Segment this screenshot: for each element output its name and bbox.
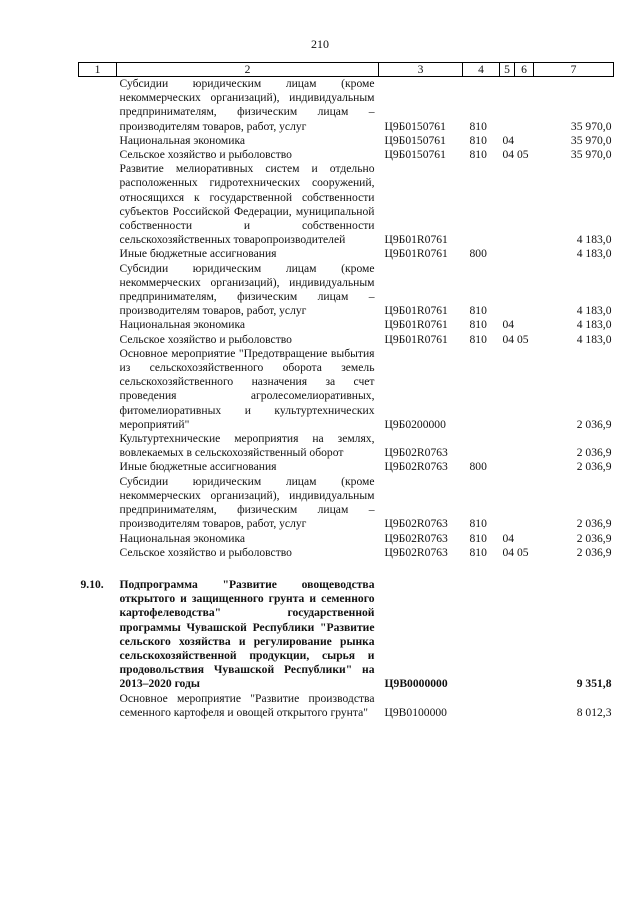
row-value: 4 183,0: [576, 233, 612, 247]
row-group: 810: [469, 148, 487, 162]
table-row: [79, 333, 614, 347]
row-number: [79, 475, 117, 532]
row-section: [500, 460, 534, 474]
row-number: [79, 333, 117, 347]
table-row: [79, 162, 614, 247]
row-value: 4 183,0: [576, 247, 612, 261]
row-section: [500, 347, 534, 432]
row-group: 810: [469, 545, 487, 559]
row-number: [79, 318, 117, 332]
table-row: [79, 578, 614, 692]
row-number: [79, 546, 117, 560]
row-value: 9 351,8: [576, 677, 612, 691]
row-code: Ц9Б02R0763: [384, 517, 448, 531]
row-group: 810: [469, 133, 487, 147]
spacer-row: [79, 560, 614, 578]
row-section: [500, 578, 534, 692]
col-header-7: 7: [534, 63, 614, 77]
row-section: 04: [502, 531, 515, 545]
row-value: 4 183,0: [576, 332, 612, 346]
row-number: [79, 347, 117, 432]
row-value: 2 036,9: [576, 460, 612, 474]
table-row: [79, 692, 614, 720]
row-value: 4 183,0: [576, 304, 612, 318]
col-header-6: 6: [515, 63, 534, 77]
row-name: Основное мероприятие "Предотвращение выбытия из сельскохозяйственного оборота земель сельскохозяйственного назначения за счет проведения агролесомелиоративных, фитомелиоративных и культуртехнических мероприятий": [119, 346, 375, 431]
row-number: [79, 692, 117, 720]
row-group: 810: [469, 531, 487, 545]
row-group: [463, 347, 500, 432]
row-code: Ц9Б02R0763: [384, 531, 448, 545]
row-code: Ц9Б01R0761: [384, 318, 448, 332]
table-row: [79, 532, 614, 546]
row-section: 04: [502, 133, 515, 147]
row-name: Национальная экономика: [119, 318, 246, 332]
row-number: [79, 247, 117, 261]
row-value: 2 036,9: [576, 545, 612, 559]
row-section: 04 05: [502, 332, 529, 346]
table-row: [79, 347, 614, 432]
table-row: [79, 546, 614, 560]
row-group: [463, 162, 500, 247]
row-name: Иные бюджетные ассигнования: [119, 247, 277, 261]
row-name: Национальная экономика: [119, 531, 246, 545]
row-code: Ц9В0100000: [384, 705, 447, 719]
row-name: Субсидии юридическим лицам (кроме некоммерческих организаций), индивидуальным предпринимателям, физическим лицам – производителям товаров, работ, услуг: [119, 261, 375, 318]
row-group: [463, 692, 500, 720]
budget-table: [78, 62, 614, 720]
row-value: 2 036,9: [576, 531, 612, 545]
header-row: [79, 63, 614, 77]
row-code: Ц9Б02R0763: [384, 460, 448, 474]
table-row: [79, 77, 614, 134]
row-number: [79, 432, 117, 460]
row-number: [79, 162, 117, 247]
row-name: Субсидии юридическим лицам (кроме некоммерческих организаций), индивидуальным предпринимателям, физическим лицам – производителям товаров, работ, услуг: [119, 474, 375, 531]
row-name: Культуртехнические мероприятия на землях, вовлекаемых в сельскохозяйственный оборот: [119, 432, 375, 460]
row-code: Ц9Б02R0763: [384, 446, 448, 460]
table-body: [79, 77, 614, 720]
row-number: [79, 77, 117, 134]
row-value: 2 036,9: [576, 446, 612, 460]
col-header-2: 2: [117, 63, 379, 77]
row-section: [500, 432, 534, 460]
row-group: 810: [469, 517, 487, 531]
row-value: 4 183,0: [576, 318, 612, 332]
row-group: 810: [469, 332, 487, 346]
table-row: [79, 318, 614, 332]
row-section: [500, 162, 534, 247]
row-name: Развитие мелиоративных систем и отдельно расположенных гидротехнических сооружений, относящихся к государственной собственности субъектов Российской Федерации, муниципальной собственности и собственности сельскохозяйственных товаропроизводителей: [119, 162, 375, 247]
table-row: [79, 460, 614, 474]
page-number: 210: [311, 37, 329, 51]
row-name: Национальная экономика: [119, 133, 246, 147]
row-code: Ц9Б0200000: [384, 417, 446, 431]
row-value: 35 970,0: [570, 133, 612, 147]
row-number: 9.10.: [80, 577, 104, 591]
row-group: 810: [469, 318, 487, 332]
table-row: [79, 475, 614, 532]
row-name: Подпрограмма "Развитие овощеводства открытого и защищенного грунта и семенного картофелеводства" государственной программы Чувашской Республики "Развитие сельского хозяйства и регулирование рынка сельскохозяйственной продукции, сырья и продовольствия Чувашской Республики" на 2013–2020 годы: [119, 577, 375, 691]
table-row: [79, 262, 614, 319]
row-value: 8 012,3: [576, 705, 612, 719]
row-code: Ц9Б01R0761: [384, 332, 448, 346]
row-section: [500, 692, 534, 720]
row-section: [500, 475, 534, 532]
row-number: [79, 148, 117, 162]
row-name: Сельское хозяйство и рыболовство: [119, 332, 292, 346]
row-code: Ц9Б0150761: [384, 133, 446, 147]
table-row: [79, 247, 614, 261]
row-value: 35 970,0: [570, 148, 612, 162]
row-group: 810: [469, 119, 487, 133]
row-number: [79, 460, 117, 474]
row-section: 04 05: [502, 545, 529, 559]
row-section: [500, 247, 534, 261]
row-code: Ц9Б02R0763: [384, 545, 448, 559]
row-group: [463, 432, 500, 460]
row-name: Иные бюджетные ассигнования: [119, 460, 277, 474]
row-group: [463, 578, 500, 692]
col-header-4: 4: [463, 63, 500, 77]
col-header-5: 5: [500, 63, 515, 77]
table-row: [79, 432, 614, 460]
spacer-cell: [79, 560, 614, 578]
row-code: Ц9Б01R0761: [384, 233, 448, 247]
table-row: [79, 134, 614, 148]
row-value: 2 036,9: [576, 517, 612, 531]
row-code: Ц9Б01R0761: [384, 304, 448, 318]
row-group: 800: [469, 460, 487, 474]
row-group: 810: [469, 304, 487, 318]
row-number: [79, 532, 117, 546]
row-group: 800: [469, 247, 487, 261]
row-code: Ц9Б0150761: [384, 119, 446, 133]
row-code: Ц9Б01R0761: [384, 247, 448, 261]
row-section: 04: [502, 318, 515, 332]
row-section: [500, 77, 534, 134]
row-name: Основное мероприятие "Развитие производства семенного картофеля и овощей открытого грунта": [119, 691, 375, 719]
row-code: Ц9Б0150761: [384, 148, 446, 162]
row-code: Ц9В0000000: [384, 677, 448, 691]
row-name: Сельское хозяйство и рыболовство: [119, 148, 292, 162]
row-section: [500, 262, 534, 319]
col-header-1: 1: [79, 63, 117, 77]
row-name: Субсидии юридическим лицам (кроме некоммерческих организаций), индивидуальным предпринимателям, физическим лицам – производителям товаров, работ, услуг: [119, 77, 375, 133]
row-value: 2 036,9: [576, 417, 612, 431]
table-row: [79, 148, 614, 162]
row-section: 04 05: [502, 148, 529, 162]
col-header-3: 3: [379, 63, 463, 77]
row-value: 35 970,0: [570, 119, 612, 133]
row-number: [79, 262, 117, 319]
row-name: Сельское хозяйство и рыболовство: [119, 545, 292, 559]
row-number: [79, 134, 117, 148]
